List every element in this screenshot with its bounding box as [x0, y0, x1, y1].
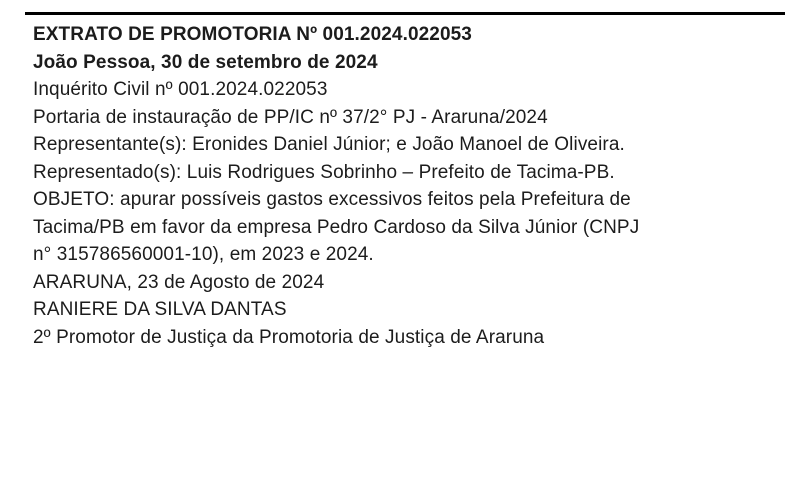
- case-info: [33, 76, 783, 131]
- objeto-line-3: n° 315786560001-10), em 2023 e 2024.: [33, 244, 374, 265]
- document-header: [33, 21, 783, 76]
- document-title: EXTRATO DE PROMOTORIA Nº 001.2024.022053: [33, 24, 472, 45]
- header-city-date: João Pessoa, 30 de setembro de 2024: [33, 51, 378, 73]
- signature-title: 2º Promotor de Justiça da Promotoria de Justiça de Araruna: [33, 326, 545, 348]
- portaria-info: Portaria de instauração de PP/IC nº 37/2° PJ - Araruna/2024: [33, 106, 548, 128]
- document-content: [33, 21, 783, 351]
- objeto-line-2: Tacima/PB em favor da empresa Pedro Cardoso da Silva Júnior (CNPJ: [33, 216, 640, 238]
- objeto-line-1: OBJETO: apurar possíveis gastos excessivos feitos pela Prefeitura de: [33, 189, 631, 210]
- signature-block: [33, 296, 783, 351]
- objeto-paragraph: [33, 186, 783, 269]
- representante-line: Representante(s): Eronides Daniel Júnior; e João Manoel de Oliveira.: [33, 134, 625, 155]
- dateline-text: ARARUNA, 23 de Agosto de 2024: [33, 271, 325, 293]
- parties: [33, 131, 783, 186]
- inquerito-number: Inquérito Civil nº 001.2024.022053: [33, 79, 328, 100]
- top-rule: [25, 12, 785, 15]
- signature-name: RANIERE DA SILVA DANTAS: [33, 299, 287, 320]
- dateline: [33, 269, 783, 297]
- representado-line: Representado(s): Luis Rodrigues Sobrinho – Prefeito de Tacima-PB.: [33, 161, 615, 183]
